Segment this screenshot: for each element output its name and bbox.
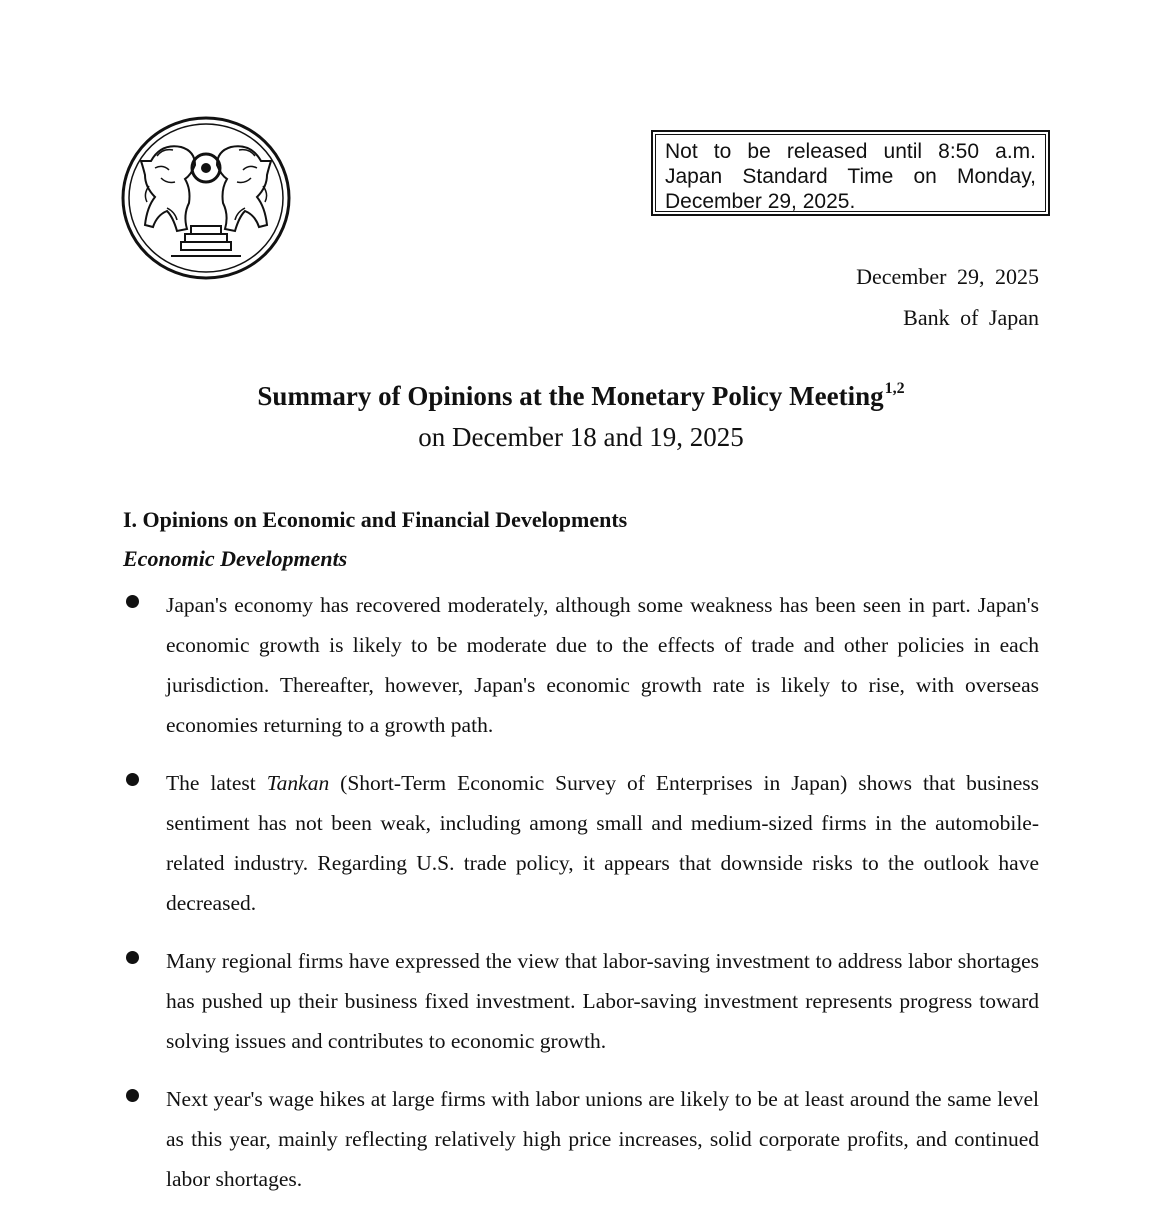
embargo-notice-box bbox=[651, 130, 1050, 216]
opinion-text bbox=[166, 941, 1039, 1061]
document-date: December 29, 2025 bbox=[856, 264, 1039, 289]
opinion-text bbox=[166, 1079, 1039, 1199]
opinion-text bbox=[166, 585, 1039, 745]
opinion-text-part: Next year's wage hikes at large firms with labor unions are likely to be at least around the same level as this year, mainly reflecting relatively high price increases, solid corporate profits, and continued labor shortages. bbox=[166, 1087, 1039, 1191]
bullet-icon bbox=[126, 951, 139, 964]
embargo-line-2: Japan Standard Time on Monday, bbox=[665, 165, 1036, 188]
opinion-text-italic: Tankan bbox=[266, 771, 330, 795]
bullet-icon bbox=[126, 595, 139, 608]
bank-of-japan-seal-icon bbox=[121, 116, 291, 281]
list-item bbox=[123, 1079, 1039, 1199]
opinion-text-part: Many regional firms have expressed the view that labor-saving investment to address labor shortages has pushed up their business fixed investment. Labor-saving investment represents progress toward solving issues and contributes to economic growth. bbox=[166, 949, 1039, 1053]
document-title bbox=[0, 380, 1162, 412]
subsection-heading: Economic Developments bbox=[123, 546, 348, 571]
opinion-text-part: Japan's economy has recovered moderately, although some weakness has been seen in part. Japan's economic growth is likely to be moderate due to the effects of trade and other policies in each jurisdiction. Thereafter, however, Japan's economic growth rate is likely to rise, with overseas economies returning to a growth path. bbox=[166, 593, 1039, 737]
embargo-line-3: December 29, 2025. bbox=[665, 190, 856, 213]
section-heading: I. Opinions on Economic and Financial Developments bbox=[123, 507, 628, 532]
document-subtitle: on December 18 and 19, 2025 bbox=[418, 422, 744, 452]
document-title-text: Summary of Opinions at the Monetary Policy Meeting bbox=[257, 381, 884, 411]
bullet-icon bbox=[126, 1089, 139, 1102]
opinion-list bbox=[123, 585, 1039, 1217]
issuing-organization: Bank of Japan bbox=[903, 305, 1039, 330]
opinion-text bbox=[166, 763, 1039, 923]
opinion-text-part: (Short-Term Economic Survey of Enterprises in Japan) shows that business sentiment has not been weak, including among small and medium-sized firms in the automobile-related industry. Regarding U.S. trade policy, it appears that downside risks to the outlook have decreased. bbox=[166, 771, 1039, 915]
list-item bbox=[123, 585, 1039, 745]
list-item bbox=[123, 763, 1039, 923]
list-item bbox=[123, 941, 1039, 1061]
embargo-line-1: Not to be released until 8:50 a.m. bbox=[665, 140, 1036, 163]
title-footnote-marks: 1,2 bbox=[884, 380, 905, 397]
opinion-text-part: The latest bbox=[166, 771, 267, 795]
bullet-icon bbox=[126, 773, 139, 786]
